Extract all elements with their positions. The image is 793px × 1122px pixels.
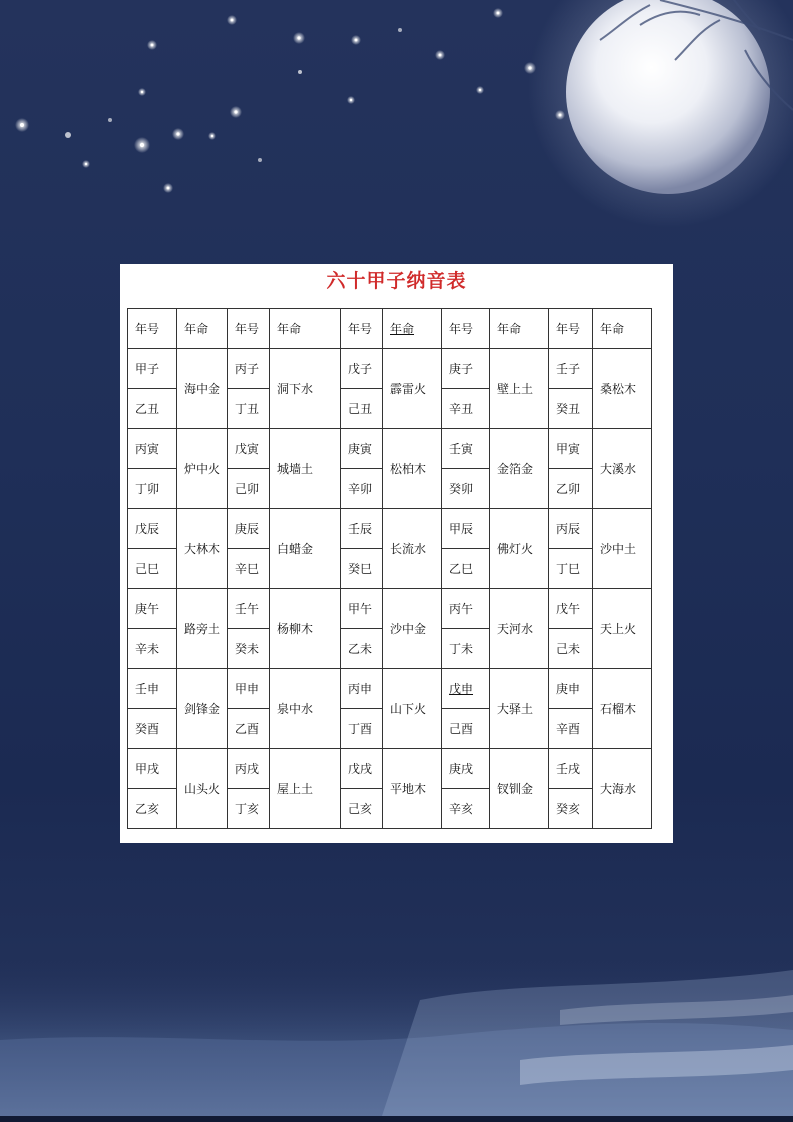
nayin-cell: 泉中水 [270, 669, 341, 749]
nayin-cell: 大溪水 [593, 429, 652, 509]
nayin-cell: 石榴木 [593, 669, 652, 749]
nayin-cell: 剑锋金 [177, 669, 228, 749]
year-cell: 乙亥 [128, 789, 177, 829]
year-cell: 庚辰 [228, 509, 270, 549]
nayin-cell: 天上火 [593, 589, 652, 669]
year-cell: 癸卯 [442, 469, 490, 509]
year-cell: 己丑 [341, 389, 383, 429]
nayin-table-card [120, 264, 673, 843]
nayin-cell: 屋上土 [270, 749, 341, 829]
year-cell: 己未 [549, 629, 593, 669]
year-cell: 丁丑 [228, 389, 270, 429]
year-cell: 乙卯 [549, 469, 593, 509]
year-cell: 丙申 [341, 669, 383, 709]
table-row [128, 509, 652, 549]
year-cell: 辛卯 [341, 469, 383, 509]
year-cell: 丁亥 [228, 789, 270, 829]
year-cell: 甲戌 [128, 749, 177, 789]
header-cell: 年命 [593, 309, 652, 349]
year-cell: 癸丑 [549, 389, 593, 429]
year-cell: 甲午 [341, 589, 383, 629]
nayin-cell: 大海水 [593, 749, 652, 829]
header-cell: 年号 [228, 309, 270, 349]
header-cell [383, 309, 442, 349]
year-cell: 辛亥 [442, 789, 490, 829]
year-cell: 丁未 [442, 629, 490, 669]
year-cell: 壬寅 [442, 429, 490, 469]
year-cell: 庚申 [549, 669, 593, 709]
nayin-cell: 桑松木 [593, 349, 652, 429]
year-cell: 壬辰 [341, 509, 383, 549]
nayin-cell: 沙中金 [383, 589, 442, 669]
year-cell: 戊辰 [128, 509, 177, 549]
header-cell-text: 年命 [390, 322, 415, 336]
year-cell: 甲寅 [549, 429, 593, 469]
year-cell: 辛丑 [442, 389, 490, 429]
table-row [128, 749, 652, 789]
header-row [128, 309, 652, 349]
year-cell: 癸酉 [128, 709, 177, 749]
nayin-cell: 山头火 [177, 749, 228, 829]
year-cell: 甲子 [128, 349, 177, 389]
year-cell: 丙辰 [549, 509, 593, 549]
header-cell: 年号 [128, 309, 177, 349]
nayin-cell: 大驿土 [490, 669, 549, 749]
year-cell: 癸巳 [341, 549, 383, 589]
header-cell: 年号 [341, 309, 383, 349]
year-cell: 丙子 [228, 349, 270, 389]
nayin-cell: 壁上土 [490, 349, 549, 429]
nayin-cell: 大林木 [177, 509, 228, 589]
nayin-cell: 炉中火 [177, 429, 228, 509]
year-cell: 丙午 [442, 589, 490, 629]
year-cell: 癸亥 [549, 789, 593, 829]
nayin-cell: 杨柳木 [270, 589, 341, 669]
year-cell: 丁巳 [549, 549, 593, 589]
year-cell: 丁卯 [128, 469, 177, 509]
nayin-cell: 路旁土 [177, 589, 228, 669]
header-cell: 年命 [270, 309, 341, 349]
year-cell: 丁酉 [341, 709, 383, 749]
nayin-cell: 佛灯火 [490, 509, 549, 589]
table-row [128, 349, 652, 389]
year-cell: 己卯 [228, 469, 270, 509]
table-row [128, 669, 652, 709]
year-cell: 乙丑 [128, 389, 177, 429]
year-cell: 乙巳 [442, 549, 490, 589]
year-cell: 戊子 [341, 349, 383, 389]
table-row [128, 589, 652, 629]
year-cell-text: 戊申 [449, 682, 474, 696]
moon [528, 0, 793, 228]
nayin-cell: 钗钏金 [490, 749, 549, 829]
year-cell: 庚戌 [442, 749, 490, 789]
year-cell: 乙酉 [228, 709, 270, 749]
nayin-cell: 洞下水 [270, 349, 341, 429]
stars [15, 8, 565, 193]
year-cell: 癸未 [228, 629, 270, 669]
year-cell: 庚子 [442, 349, 490, 389]
water-reflection [0, 960, 793, 1122]
table-body [128, 309, 652, 829]
nayin-cell: 霹雷火 [383, 349, 442, 429]
year-cell: 庚寅 [341, 429, 383, 469]
nayin-cell: 平地木 [383, 749, 442, 829]
year-cell [442, 669, 490, 709]
header-cell: 年命 [490, 309, 549, 349]
nayin-cell: 城墙土 [270, 429, 341, 509]
year-cell: 壬申 [128, 669, 177, 709]
year-cell: 丙戌 [228, 749, 270, 789]
year-cell: 辛未 [128, 629, 177, 669]
table-title: 六十甲子纳音表 [326, 270, 467, 292]
year-cell: 乙未 [341, 629, 383, 669]
year-cell: 庚午 [128, 589, 177, 629]
nayin-cell: 金箔金 [490, 429, 549, 509]
nayin-cell: 白蜡金 [270, 509, 341, 589]
nayin-cell: 长流水 [383, 509, 442, 589]
header-cell: 年命 [177, 309, 228, 349]
year-cell: 戊寅 [228, 429, 270, 469]
year-cell: 壬子 [549, 349, 593, 389]
year-cell: 壬戌 [549, 749, 593, 789]
nayin-cell: 天河水 [490, 589, 549, 669]
year-cell: 辛酉 [549, 709, 593, 749]
year-cell: 辛巳 [228, 549, 270, 589]
year-cell: 甲辰 [442, 509, 490, 549]
nayin-cell: 山下火 [383, 669, 442, 749]
nayin-table [127, 308, 652, 829]
year-cell: 甲申 [228, 669, 270, 709]
nayin-cell: 沙中土 [593, 509, 652, 589]
nayin-cell: 海中金 [177, 349, 228, 429]
table-row [128, 429, 652, 469]
year-cell: 戊午 [549, 589, 593, 629]
year-cell: 戊戌 [341, 749, 383, 789]
header-cell: 年号 [442, 309, 490, 349]
year-cell: 己巳 [128, 549, 177, 589]
header-cell: 年号 [549, 309, 593, 349]
year-cell: 壬午 [228, 589, 270, 629]
year-cell: 己亥 [341, 789, 383, 829]
year-cell: 丙寅 [128, 429, 177, 469]
nayin-cell: 松柏木 [383, 429, 442, 509]
year-cell: 己酉 [442, 709, 490, 749]
